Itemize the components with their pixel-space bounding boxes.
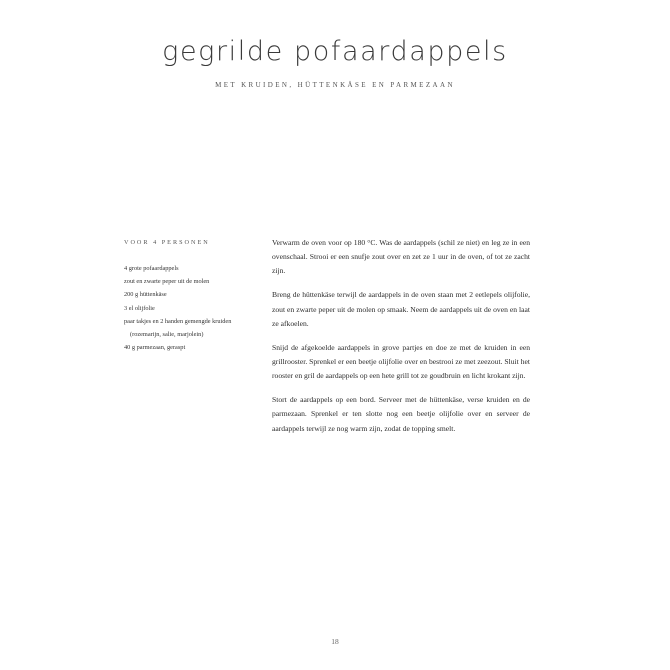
ingredient-item: 200 g hüttenkäse bbox=[124, 291, 167, 299]
page-number: 18 bbox=[331, 637, 339, 646]
servings-label: VOOR 4 PERSONEN bbox=[124, 239, 210, 246]
ingredient-item: 4 grote pofaardappels bbox=[124, 265, 179, 272]
ingredient-item: 40 g parmezaan, geraspt bbox=[124, 344, 186, 352]
method-text bbox=[272, 236, 530, 446]
ingredient-item: zout en zwarte peper uit de molen bbox=[124, 278, 210, 286]
ingredient-item: 3 el olijfolie bbox=[124, 304, 155, 312]
recipe-title: gegrilde pofaardappels bbox=[162, 36, 508, 67]
method-step: Breng de hüttenkäse terwijl de aardappels in de oven staan met 2 eetlepels olijfolie, zout en zwarte peper uit de molen op smaak. Neem de aardappels uit de oven en laat ze afkoelen. bbox=[272, 290, 530, 328]
ingredient-item: (rozemarijn, salie, marjolein) bbox=[130, 331, 204, 339]
method-step: Snijd de afgekoelde aardappels in grove partjes en doe ze met de kruiden in een grillrooster. Sprenkel er een beetje olijfolie over en bestrooi ze met zeezout. Sluit het rooster en gril de aardappels op een hete grill tot ze goudbruin en licht krokant zijn. bbox=[272, 342, 530, 381]
method-step: Stort de aardappels op een bord. Serveer met de hüttenkäse, verse kruiden en de parmezaan. Sprenkel er ten slotte nog een beetje olijfolie over en serveer de aardappels terwijl ze nog warm zijn, zodat de topping smelt. bbox=[272, 395, 530, 433]
ingredient-list bbox=[124, 262, 264, 354]
recipe-subtitle: MET KRUIDEN, HÜTTENKÄSE EN PARMEZAAN bbox=[215, 81, 455, 89]
ingredient-item: paar takjes en 2 handen gemengde kruiden bbox=[124, 317, 232, 325]
method-step: Verwarm de oven voor op 180 °C. Was de aardappels (schil ze niet) en leg ze in een ovenschaal. Strooi er een snufje zout over en zet ze 1 uur in de oven, of tot ze zacht zijn. bbox=[272, 238, 530, 276]
